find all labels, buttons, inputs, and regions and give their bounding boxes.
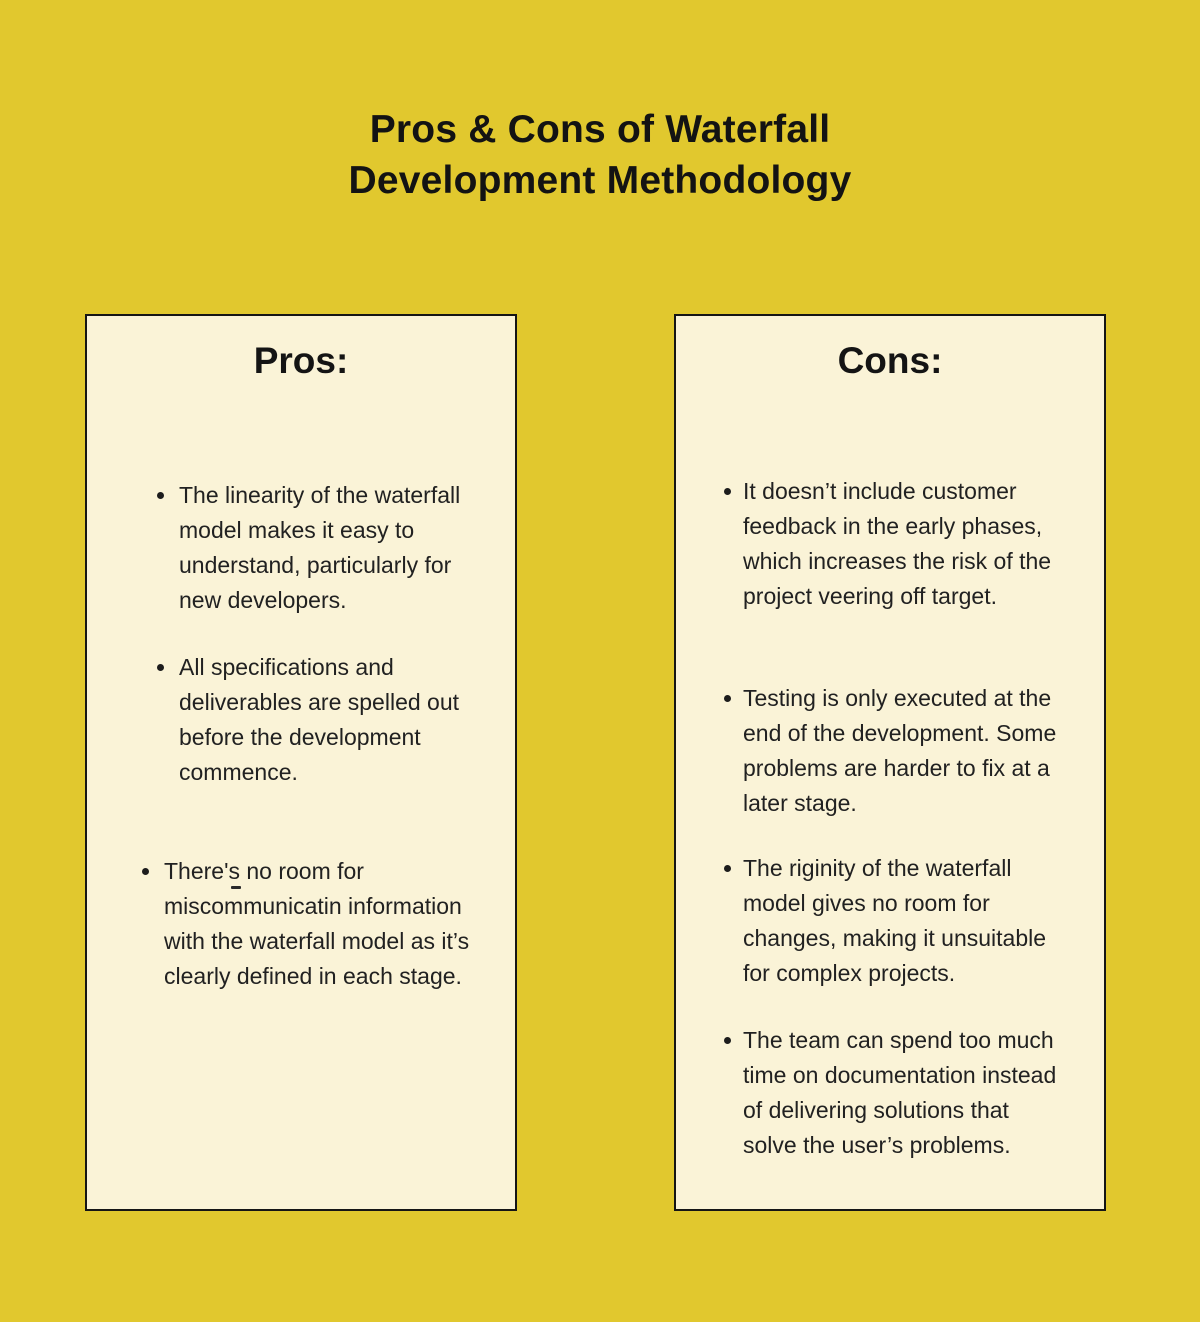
pros-list [87,478,515,994]
pros-list-item-3-text: There's no room for miscommunicatin information with the waterfall model as it’s clearly defined in each stage. [164,858,470,989]
page-title-line-2: Development Methodology [348,159,852,202]
pros-list-item-2: All specifications and deliverables are spelled out before the development commence. [157,650,485,790]
cons-list [676,474,1104,1163]
page-title-line-1: Pros & Cons of Waterfall [369,108,831,151]
pros-heading: Pros: [253,340,349,381]
pros-list-item-3 [142,854,485,994]
cons-card [674,314,1106,1211]
pros-card [85,314,517,1211]
cons-list-item-2: Testing is only executed at the end of the development. Some problems are harder to fix at a later stage. [724,681,1066,821]
cons-list-item-4: The team can spend too much time on documentation instead of delivering solutions that solve the user’s problems. [724,1023,1066,1163]
page-title [0,104,1200,206]
pros-list-item-1: The linearity of the waterfall model makes it easy to understand, particularly for new developers. [157,478,485,618]
cons-heading: Cons: [837,340,943,381]
cons-list-item-3: The riginity of the waterfall model gives no room for changes, making it unsuitable for complex projects. [724,851,1066,991]
apostrophe-underline-mark [231,886,241,889]
cons-list-item-1: It doesn’t include customer feedback in the early phases, which increases the risk of the project veering off target. [724,474,1066,614]
